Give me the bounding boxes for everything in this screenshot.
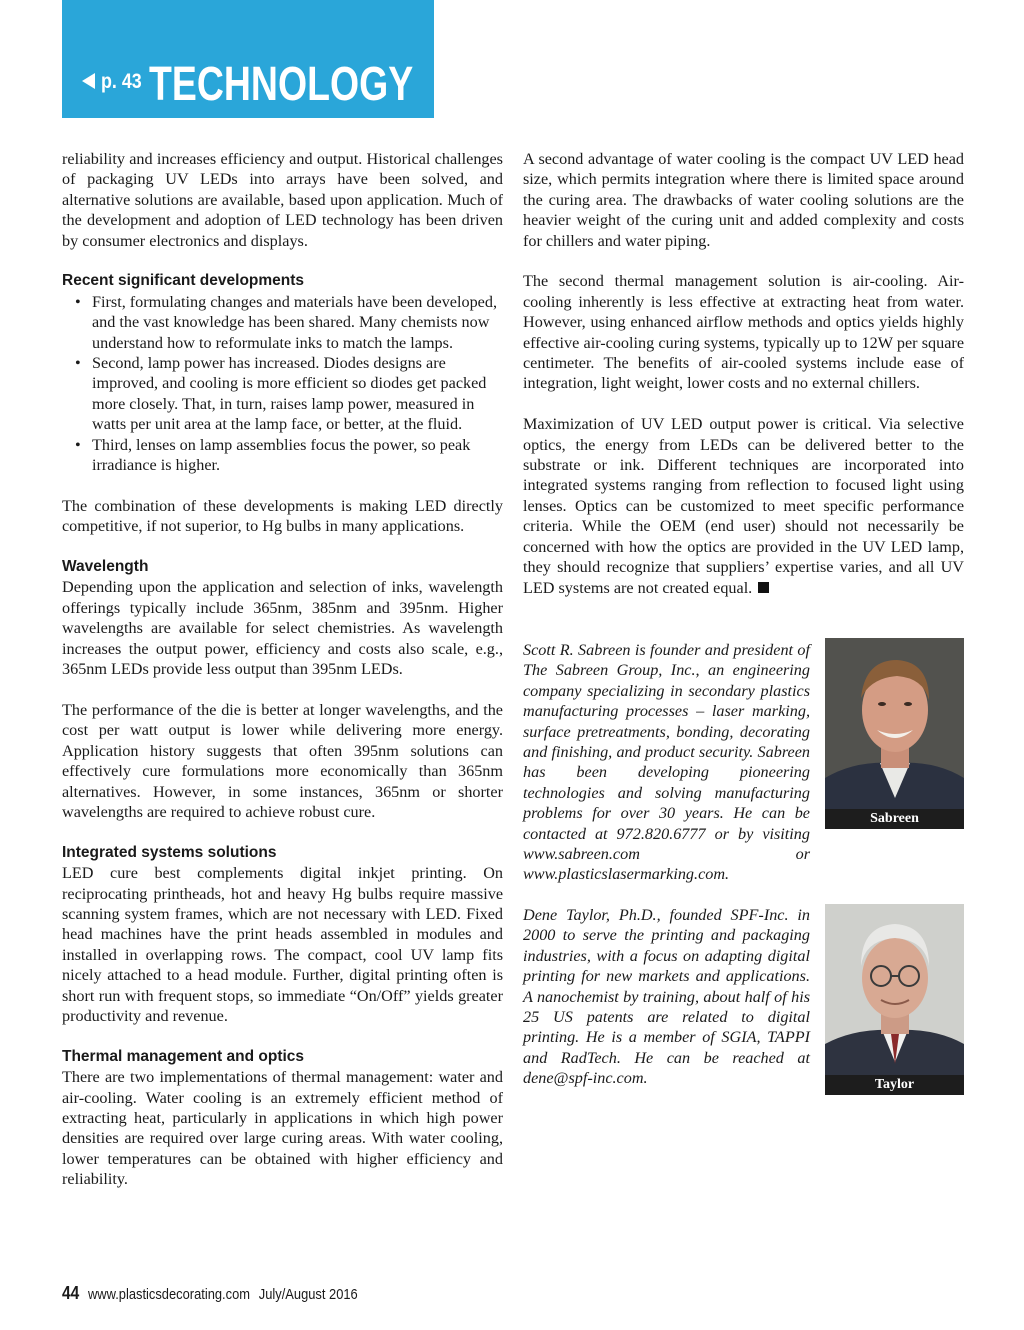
portrait-image	[825, 638, 964, 809]
author-bio-sabreen: Scott R. Sabreen is founder and president of The Sabreen Group, Inc., an engineering company specializing in secondary plastics manufacturing processes – laser marking, surface pretreatments, bonding, decorating and finishing, and product security. Sabreen has been developing pioneering technologies and solving manufacturing problems for over 30 years. He can be contacted at 972.820.6777 or by visiting www.sabreen.com or www.plasticslasermarking.com.	[523, 641, 810, 884]
author-photo-sabreen	[825, 638, 964, 829]
integrated-paragraph: LED cure best complements digital inkjet printing. On reciprocating printheads, hot and heavy Hg bulbs require massive scanning system frames, which are not necessary with LED. Fixed head machines have the print heads assembled in modules and installed in overlapping rows. The compact, cool UV lamp fits nicely attached to a head module. Further, digital printing often is short run with frequent stops, so immediate “On/Off” yields greater productivity and revenue.	[62, 864, 503, 1025]
section-title: TECHNOLOGY	[148, 58, 414, 111]
heading-recent-developments: Recent significant developments	[62, 272, 305, 290]
wavelength-paragraph-1: Depending upon the application and selection of inks, wavelength offerings typically include 365nm, 385nm and 395nm. Higher wavelengths are available for select chemistries. As wavelength increases the output power, efficiency and costs also scale, e.g., 365nm LEDs provide less output than 395nm LEDs.	[62, 578, 503, 679]
developments-list	[62, 292, 503, 476]
air-cooling-paragraph: The second thermal management solution is air-cooling. Air-cooling inherently is less effective at extracting heat from water. However, using enhanced airflow methods and optics yields highly effective air-cooling curing systems, typically up to 12W per square centimeter. The benefits of air-cooled systems include ease of integration, light weight, lower costs and no external chillers.	[523, 272, 964, 393]
photo-caption: Taylor	[825, 1075, 964, 1095]
right-column	[523, 149, 964, 598]
author-bio-taylor: Dene Taylor, Ph.D., founded SPF-Inc. in 2000 to serve the printing and packaging industries, with a focus on adapting digital printing for new markets and applications. A nanochemist by training, about half of his 25 US patents are related to digital printing. He is a member of SGIA, TAPPI and RadTech. He can be reached at dene@spf-inc.com.	[523, 906, 810, 1088]
left-column	[62, 149, 503, 1190]
water-cooling-paragraph: A second advantage of water cooling is the compact UV LED head size, which permits integration where there is limited space around the curing area. The drawbacks of water cooling solutions are the heavier weight of the curing unit and added complexity and costs for chillers and water piping.	[523, 150, 964, 250]
combination-paragraph: The combination of these developments is making LED directly competitive, if not superior, to Hg bulbs in many applications.	[62, 496, 503, 536]
page-ref-link[interactable]: p. 43	[101, 69, 142, 93]
portrait-image	[825, 904, 964, 1075]
end-mark-icon	[758, 582, 769, 593]
photo-caption: Sabreen	[825, 809, 964, 829]
list-item: • First, formulating changes and materials have been developed, and the vast knowledge has been shared. Many chemists now understand how to reformulate inks to match the lamps.	[75, 292, 498, 352]
footer-site-link[interactable]: www.plasticsdecorating.com	[87, 1286, 251, 1303]
heading-integrated-systems: Integrated systems solutions	[62, 843, 277, 861]
heading-wavelength: Wavelength	[62, 558, 149, 576]
wavelength-paragraph-2: The performance of the die is better at longer wavelengths, and the cost per watt output is lower while delivering more energy. Application history suggests that often 395nm solutions can effectively cure formulations more economically than 365nm alternatives. However, in some instances, 365nm or shorter wavelengths are required to achieve robust cure.	[62, 700, 503, 821]
back-arrow-icon[interactable]	[82, 73, 95, 89]
list-item: • Second, lamp power has increased. Diodes designs are improved, and cooling is more efficient so diodes get packed more closely. That, in turn, raises lamp power, measured in watts per unit area at the lamp face, or better, at the fluid.	[75, 354, 487, 434]
optics-paragraph: Maximization of UV LED output power is critical. Via selective optics, the energy from LEDs can be delivered better to the substrate or ink. Different techniques are incorporated into integrated systems ranging from reflection to focused light using lenses. Optics can be customized to meet specific performance criteria. While the OEM (end user) should not necessarily be concerned with how the optics are provided in the UV LED lamp, they should recognize that suppliers’ expertise varies, and all UV LED systems are not created equal.	[523, 415, 964, 597]
section-header	[62, 0, 434, 118]
list-item: • Third, lenses on lamp assemblies focus the power, so peak irradiance is higher.	[75, 435, 471, 475]
header-text	[82, 57, 488, 112]
author-photo-taylor	[825, 904, 964, 1095]
page-number: 44	[62, 1283, 80, 1303]
page-footer	[62, 1283, 358, 1304]
intro-paragraph: reliability and increases efficiency and output. Historical challenges of packaging UV LEDs into arrays have been solved, and alternative solutions are available, based upon application. Much of the development and adoption of LED technology has been driven by consumer electronics and displays.	[62, 150, 503, 250]
thermal-paragraph: There are two implementations of thermal management: water and air-cooling. Water cooling is an extremely efficient method of extracting heat, particularly in applications in which high power densities are required over large curing areas. With water cooling, lower temperatures can be obtained with higher efficiency and reliability.	[62, 1068, 503, 1189]
footer-issue: July/August 2016	[258, 1286, 358, 1303]
heading-thermal-management: Thermal management and optics	[62, 1047, 305, 1065]
